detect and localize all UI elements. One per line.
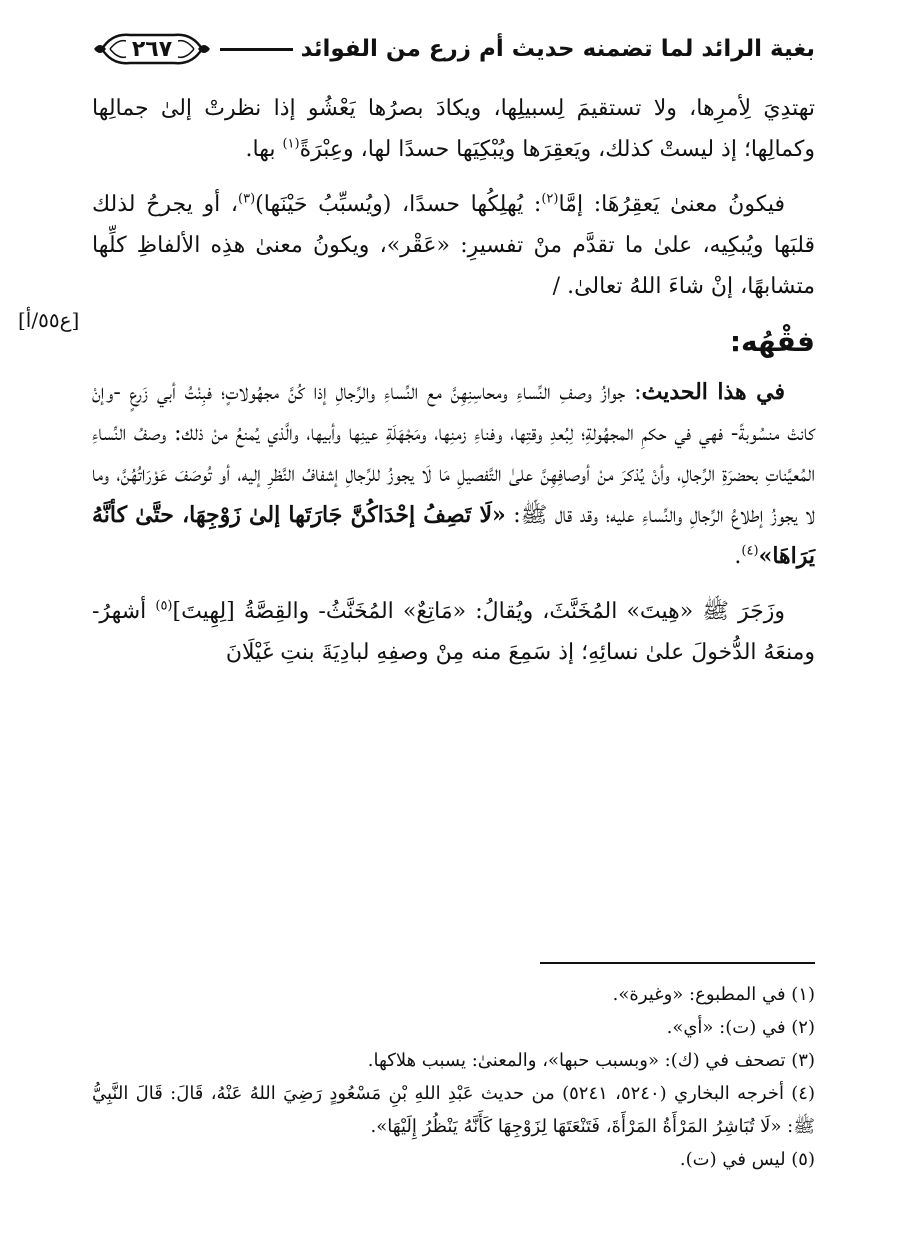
running-title: بغية الرائد لما تضمنه حديث أم زرع من الفوائد — [300, 36, 815, 62]
paragraph-2-text-a: فيكونُ معنىٰ يَعقِرُهَا: إمَّا — [558, 192, 785, 217]
footnote-3: (٣) تصحف في (ك): «وبسبب حبها»، والمعنىٰ: يسبب هلاكها. — [367, 1050, 815, 1071]
paragraph-4 — [92, 591, 815, 673]
footnote-1: (١) في المطبوع: «وغيرة». — [612, 984, 815, 1005]
paragraph-4-text-b: أشهرُ- ومنعَهُ الدُّخولَ علىٰ نسائِهِ؛ إذ سَمِعَ منه مِنْ وصفِهِ لبادِيَةَ بنتِ غَيْلَانَ — [92, 599, 815, 665]
footnote-ref-2: (٢) — [541, 191, 559, 207]
paragraph-2 — [92, 184, 815, 307]
footnote-4: (٤) أخرجه البخاري (٥٢٤٠، ٥٢٤١) من حديث عَبْدِ اللهِ بْنِ مَسْعُودٍ رَضِيَ اللهُ عَنْهُ، قَالَ: قَالَ النَّبِيُّ ﷺ: «لَا تُبَاشِرُ المَرْأَةُ المَرْأَةَ، فَتَنْعَتَهَا لِزَوْجِهَا كَأَنَّهُ يَنْظُرُ إِلَيْهَا». — [92, 1083, 815, 1137]
footnote-5: (٥) ليس في (ت). — [679, 1149, 815, 1170]
paragraph-1-text-a: تهتدِيَ لِأمرِها، ولا تستقيمَ لِسبيلِها، ويكادَ بصرُها يَعْشُو إذا نظرتْ إلىٰ جمالِها وكمالِها؛ إذ ليستْ كذلك، ويَعقِرَها ويُبْكِيَها حسدًا لها، وعِبْرَةً — [92, 96, 815, 162]
paragraph-3-text-b: . — [734, 544, 742, 569]
footnote-ref-1: (١) — [282, 136, 300, 152]
footnote-ref-3: (٣) — [238, 191, 256, 207]
footnote-2: (٢) في (ت): «أي». — [666, 1017, 815, 1038]
page-number: ٢٦٧ — [131, 36, 173, 62]
page-number-ornament — [92, 29, 212, 69]
footnotes — [92, 978, 815, 1176]
footnote-separator — [540, 962, 815, 964]
header-rule — [220, 48, 293, 51]
paragraph-2-text-c: ، أو يجرحُ لذلك قلبَها ويُبكِيه، علىٰ ما تقدَّم منْ تفسيرِ: «عَقْر»، ويكونُ معنىٰ هذِه الألفاظِ كلِّها متشابهًا، إنْ شاءَ اللهُ تعالىٰ. / — [92, 192, 815, 299]
paragraph-3 — [92, 372, 815, 577]
section-heading: فقْهُه: — [729, 325, 815, 358]
main-text — [92, 88, 815, 687]
paragraph-1-text-b: بها. — [245, 137, 283, 162]
page-header — [92, 28, 815, 70]
paragraph-3-lead: في هذا الحديث — [641, 379, 785, 405]
paragraph-3-text-a: : جوازُ وصفِ النِّساءِ ومحاسِنِهِنَّ مع النِّساءِ والرِّجالِ إذا كُنَّ مجهُولاتٍ؛ فبِنْتُ أبي زَرعٍ -وإنْ كانتْ منسُوبةً- فهي في حكمِ المجهُولةِ؛ لِبُعدِ وقتِها، وفناءِ زمنِها، ومَجْهَلَةِ عينِها وأبيها، والَّذي يُمنعُ منْ ذلك: وصفُ النِّساءِ المُعيَّناتِ بحضرَةِ الرِّجالِ، وأنْ يُذكرَ منْ أوصافِهِنَّ علىٰ التَّفصيلِ مَا لَا يجوزُ للرِّجالِ إشفافُ النَّظرِ إليه، أو تُوصَفَ عَوْرَاتُهُنَّ، وما لا يجوزُ إطلاعُ الرِّجالِ والنِّساءِ عليه؛ وقد قال ﷺ: — [92, 380, 815, 528]
paragraph-1 — [92, 88, 815, 170]
manuscript-folio-marker: [ع٥٥/أ] — [18, 308, 80, 332]
paragraph-4-text-a: وزَجَرَ ﷺ «هِيتَ» المُخَنَّثَ، ويُقالُ: «مَاتِعٌ» المُخَنَّثُ- والقِصَّةُ [لِهِيتَ] — [172, 599, 785, 624]
hadith-quote: «لَا تَصِفُ إحْدَاكُنَّ جَارَتَها إلىٰ زَوْجِهَا، حتَّىٰ كأنَّهُ يَرَاهَا» — [92, 502, 815, 569]
footnote-ref-5: (٥) — [155, 598, 173, 614]
footnote-ref-4: (٤) — [741, 543, 759, 559]
paragraph-2-text-b: : يُهلِكُها حسدًا، (ويُسبِّبُ حَيْنَها) — [255, 192, 542, 217]
